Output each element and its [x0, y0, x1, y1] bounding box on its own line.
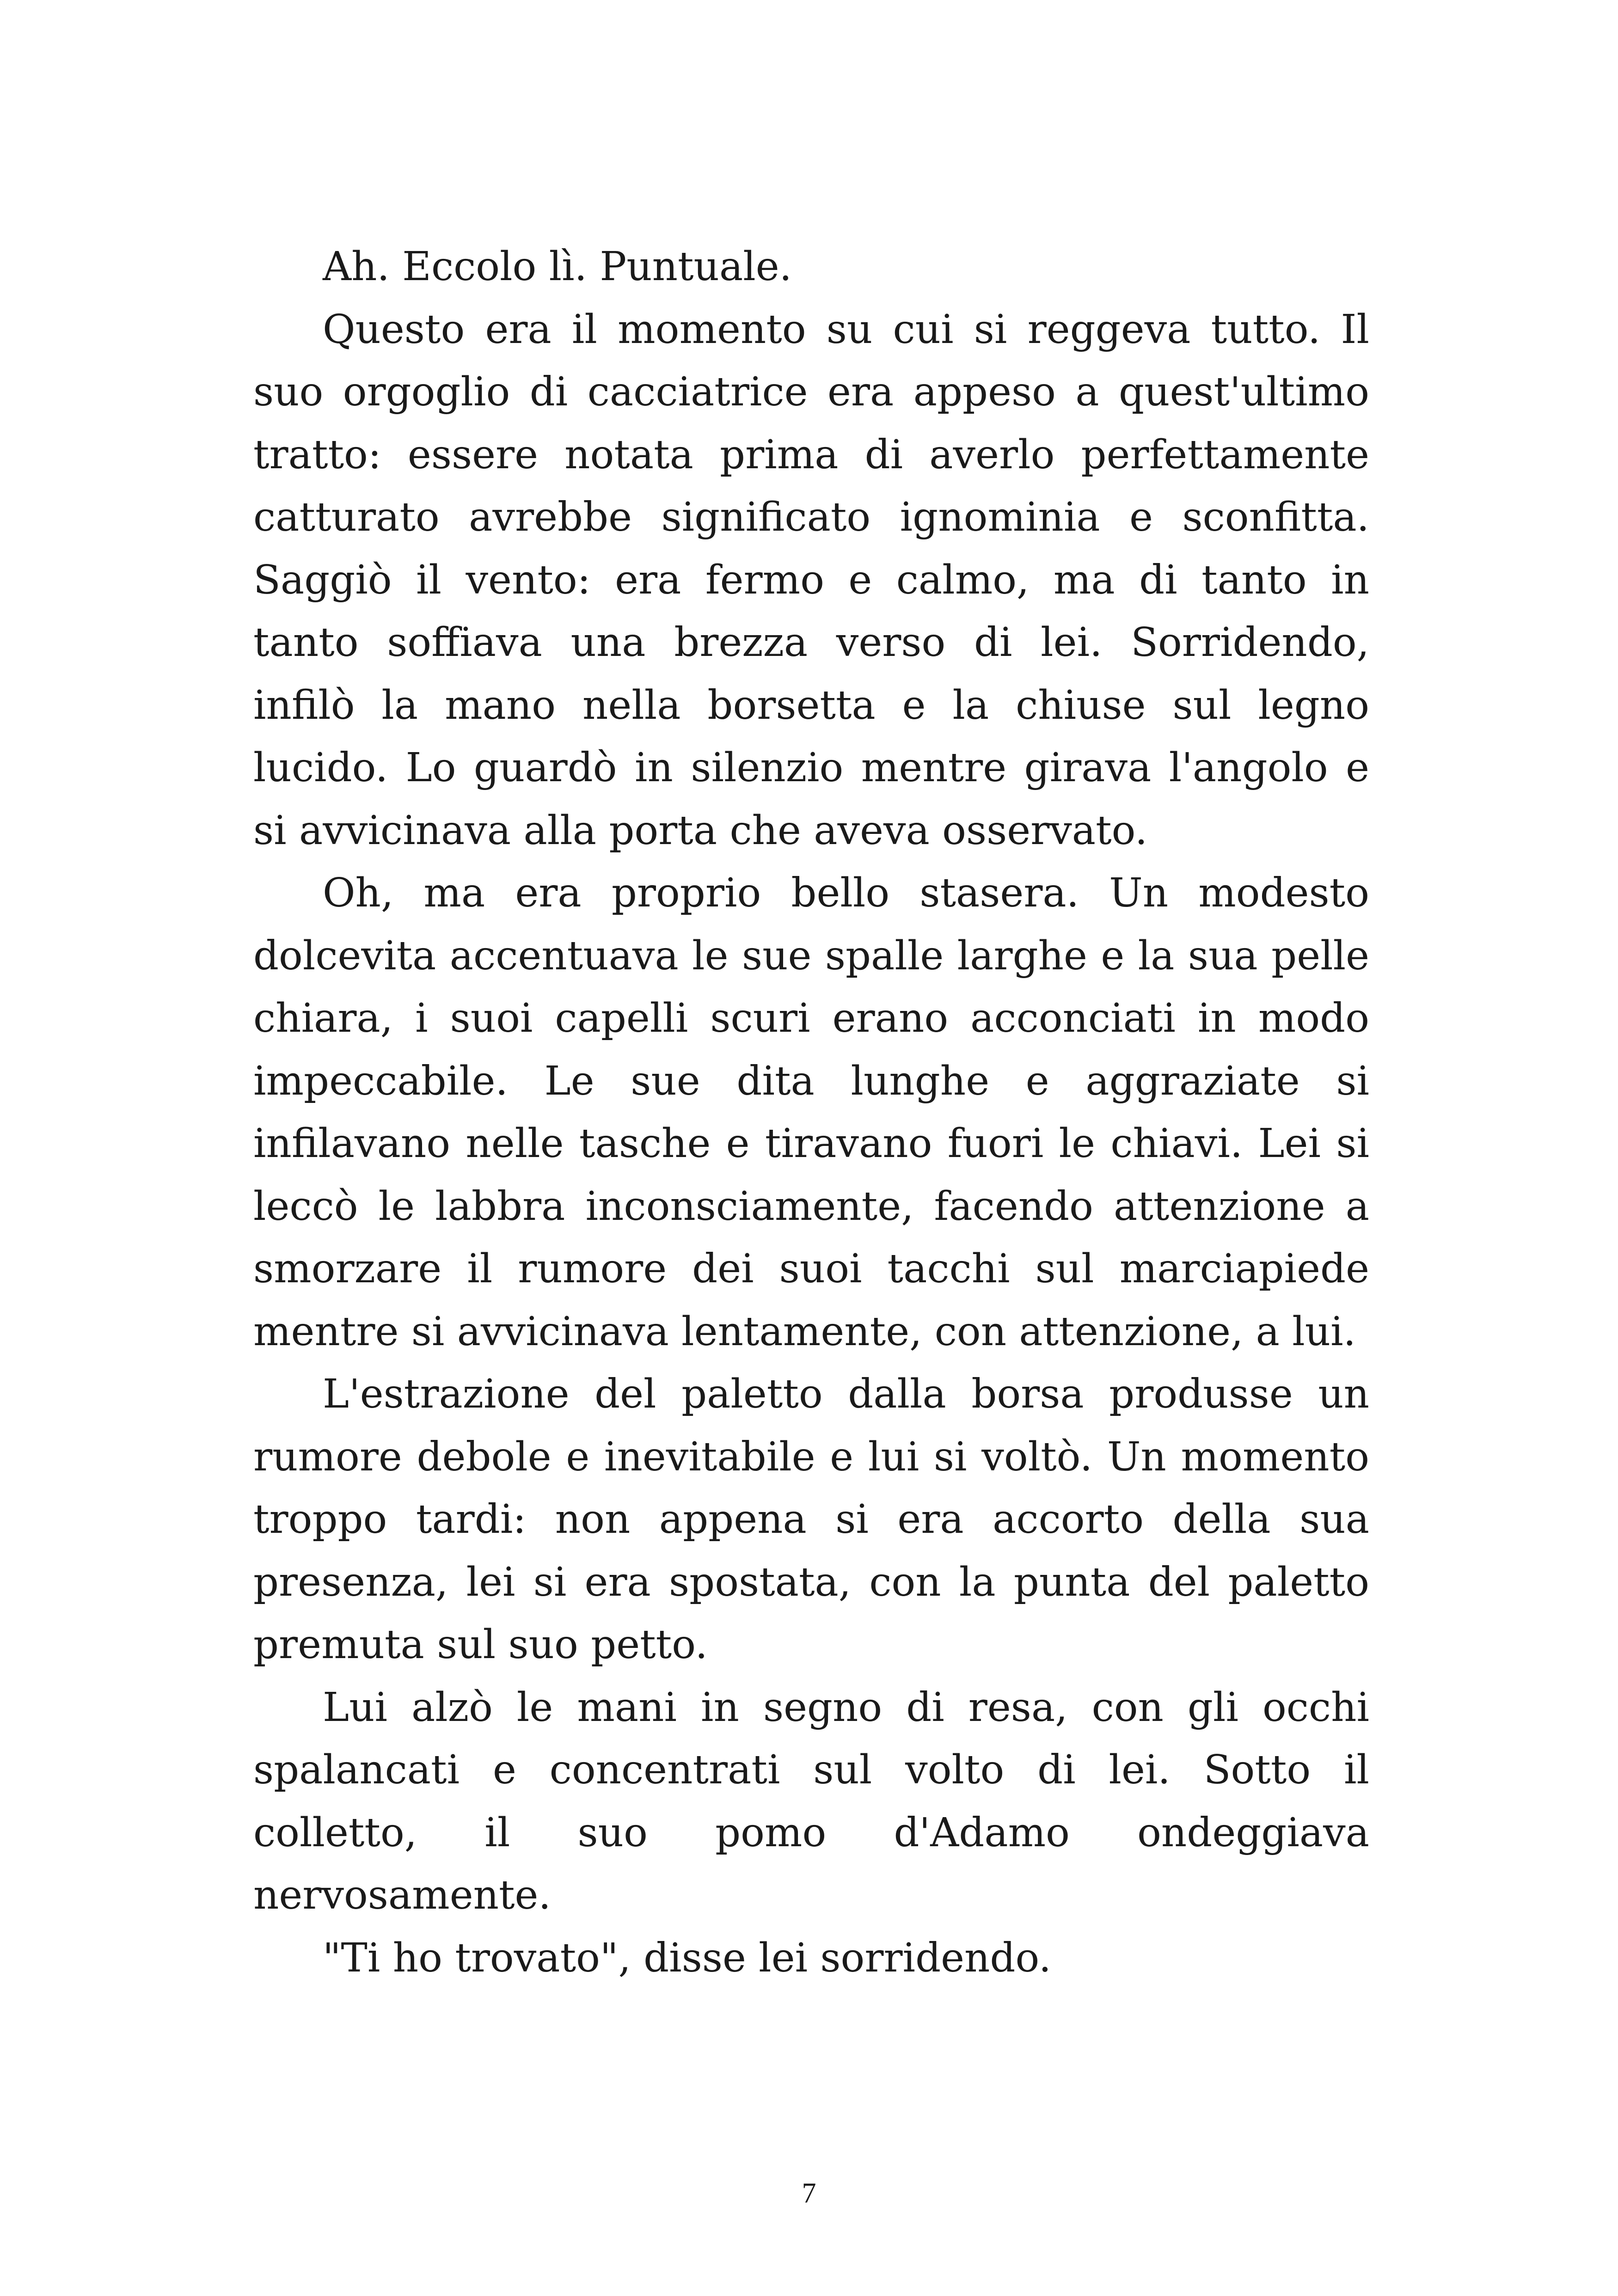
paragraph: L'estrazione del paletto dalla borsa produsse un rumore debole e inevitabile e lui si voltò. Un momento troppo tardi: non appena si era accorto della sua presenza, lei si era spostata, con la punta del paletto premuta sul suo petto. — [253, 1371, 1369, 1668]
page-number: 7 — [802, 2178, 816, 2209]
paragraph: "Ti ho trovato", disse lei sorridendo. — [323, 1935, 1052, 1981]
paragraph: Oh, ma era proprio bello stasera. Un modesto dolcevita accentuava le sue spalle larghe e la sua pelle chiara, i suoi capelli scuri erano acconciati in modo impeccabile. Le sue dita lunghe e aggraziate si infilavano nelle tasche e tiravano fuori le chiavi. Lei si leccò le labbra inconsciamente, facendo attenzione a smorzare il rumore dei suoi tacchi sul marciapiede mentre si avvicinava lentamente, con attenzione, a lui. — [253, 870, 1369, 1355]
body-text — [253, 236, 1369, 1990]
paragraph: Lui alzò le mani in segno di resa, con gli occhi spalancati e concentrati sul volto di lei. Sotto il colletto, il suo pomo d'Adamo ondeggiava nervosamente. — [253, 1684, 1369, 1918]
paragraph: Ah. Eccolo lì. Puntuale. — [323, 244, 792, 290]
paragraph: Questo era il momento su cui si reggeva tutto. Il suo orgoglio di cacciatrice era appeso a quest'ultimo tratto: essere notata prima di averlo perfettamente catturato avrebbe significato ignominia e sconfitta. Saggiò il vento: era fermo e calmo, ma di tanto in tanto soffiava una brezza verso di lei. Sorridendo, infilò la mano nella borsetta e la chiuse sul legno lucido. Lo guardò in silenzio mentre girava l'angolo e si avvicinava alla porta che aveva osservato. — [253, 306, 1369, 854]
